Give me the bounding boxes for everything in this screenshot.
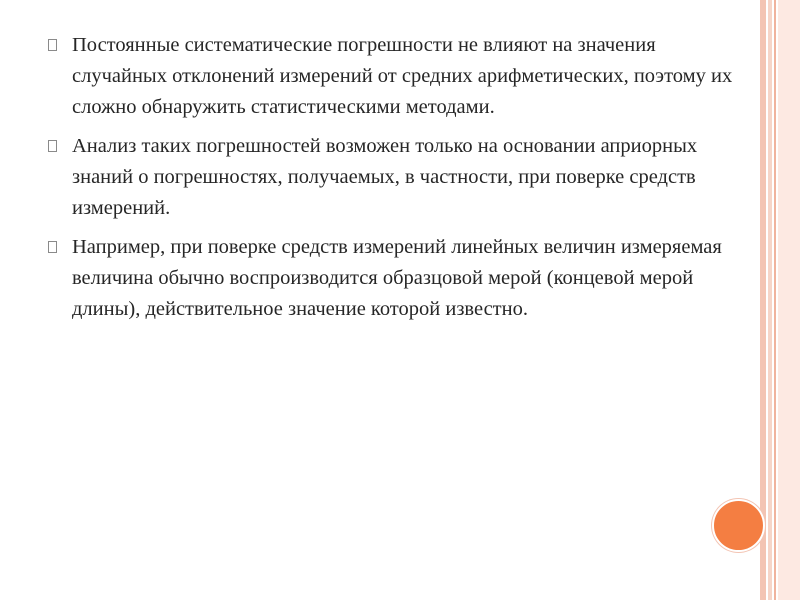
bullet-text: Анализ таких погрешностей возможен только на основании априорных знаний о погрешностях, получаемых, в частности, при поверке средств измерений. [72, 135, 698, 219]
bullet-text: Например, при поверке средств измерений линейных величин измеряемая величина обычно воспроизводится образцовой мерой (концевой мерой длины), действительное значение которой известно. [72, 236, 722, 320]
bullet-text: Постоянные систематические погрешности не влияют на значения случайных отклонений измерений от средних арифметических, поэтому их сложно обнаружить статистическими методами. [72, 34, 733, 118]
square-bullet-icon [48, 241, 57, 253]
bullet-list [48, 30, 748, 333]
square-bullet-icon [48, 140, 57, 152]
bullet-item [48, 30, 748, 123]
bullet-item [48, 232, 748, 325]
square-bullet-icon [48, 39, 57, 51]
bullet-item [48, 131, 748, 224]
decorative-stripe [778, 0, 800, 600]
decorative-circle [712, 499, 765, 552]
